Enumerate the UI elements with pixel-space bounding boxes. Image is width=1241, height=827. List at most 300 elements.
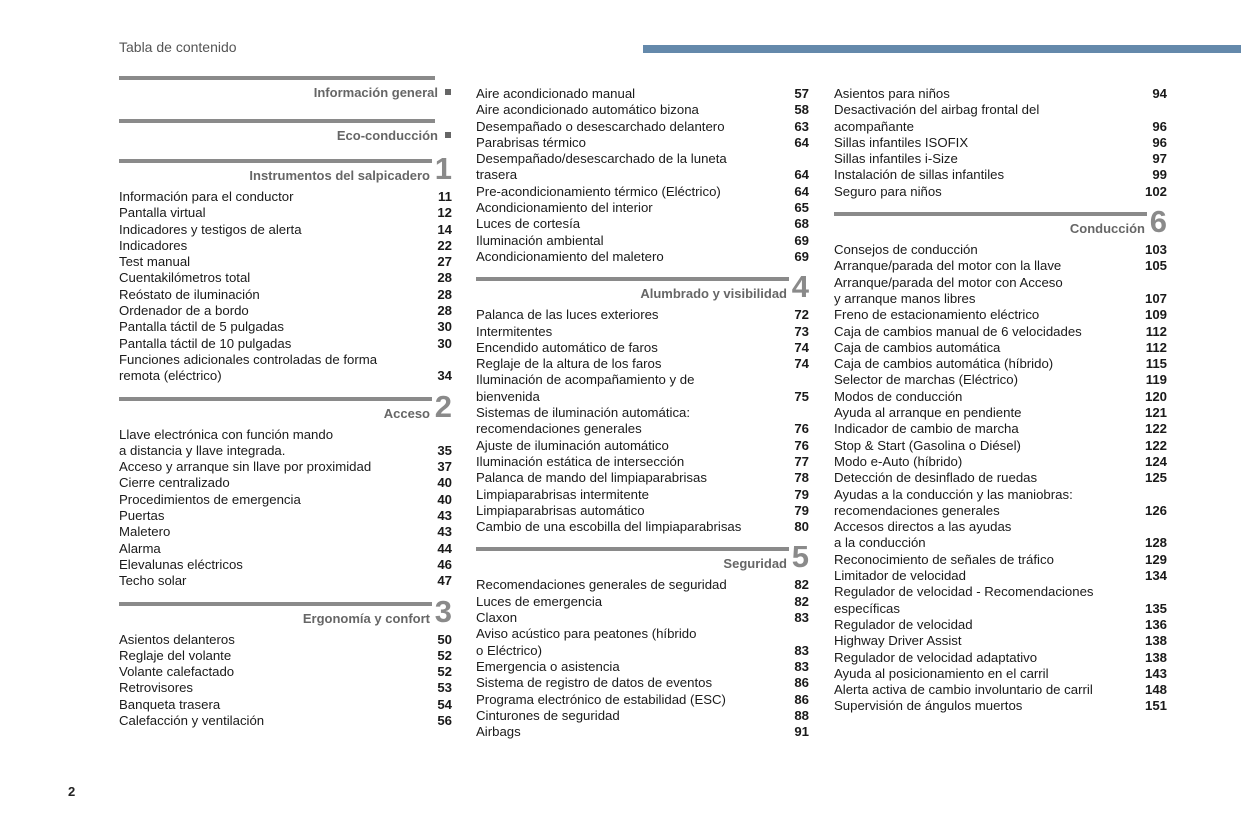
entry-label: Arranque/parada del motor con la llave [834,258,1062,274]
section-number: 2 [434,388,452,424]
toc-entry[interactable] [476,324,809,340]
entry-list [476,577,809,740]
section-heading[interactable] [119,593,452,632]
section-heading[interactable] [119,119,452,147]
toc-entry[interactable] [119,713,452,729]
entry-label: Iluminación estática de intersección [476,453,685,469]
entry-page-number: 82 [794,577,809,593]
entry-page-number: 14 [437,221,452,237]
toc-entry[interactable] [834,340,1167,356]
toc-entry[interactable] [476,438,809,454]
entry-page-number: 107 [1144,290,1167,306]
section-number: 4 [791,269,809,305]
toc-entry[interactable] [119,443,452,459]
section-heading[interactable] [119,76,452,104]
entry-page-number: 58 [794,102,809,118]
toc-entry[interactable] [476,151,809,167]
toc-entry[interactable] [476,708,809,724]
toc-entry[interactable] [834,698,1167,714]
toc-entry[interactable] [834,324,1167,340]
toc-entry[interactable] [119,189,452,205]
entry-label: Pantalla táctil de 10 pulgadas [119,335,292,351]
toc-column-2 [476,86,809,740]
entry-page-number: 63 [794,118,809,134]
toc-entry[interactable] [476,503,809,519]
entry-page-number: 76 [794,437,809,453]
toc-entry[interactable] [834,682,1167,698]
entry-label: Retrovisores [119,680,194,696]
entry-label: Acceso y arranque sin llave por proximidad [119,459,372,475]
entry-page-number: 52 [437,664,452,680]
entry-label: Airbags [476,724,521,740]
entry-label: Ayuda al posicionamiento en el carril [834,665,1049,681]
entry-page-number: 109 [1144,307,1167,323]
entry-page-number: 28 [437,286,452,302]
toc-section [119,119,452,147]
entry-label: Información para el conductor [119,189,294,204]
toc-entry[interactable] [119,697,452,713]
entry-label: Ordenador de a bordo [119,303,249,319]
entry-list [119,427,452,590]
entry-label: Pantalla táctil de 5 pulgadas [119,319,284,335]
entry-page-number: 30 [437,335,452,351]
entry-page-number: 83 [794,658,809,674]
toc-entry[interactable] [834,184,1167,200]
entry-label: Aire acondicionado manual [476,86,636,101]
toc-entry[interactable] [834,552,1167,568]
entry-label: Volante calefactado [119,664,235,680]
toc-entry[interactable] [476,659,809,675]
entry-label: Indicadores y testigos de alerta [119,221,302,237]
entry-page-number: 46 [437,556,452,572]
toc-entry[interactable] [476,487,809,503]
toc-entry[interactable] [834,307,1167,323]
section-heading[interactable] [119,151,452,189]
entry-page-number: 72 [794,307,809,323]
entry-label: Freno de estacionamiento eléctrico [834,307,1040,323]
toc-entry[interactable] [476,519,809,535]
entry-list [834,86,1167,200]
toc-entry[interactable] [834,487,1167,503]
toc-entry[interactable] [119,648,452,664]
entry-label: Desempañado o desescarchado delantero [476,118,725,134]
entry-page-number: 73 [794,323,809,339]
entry-label: Elevalunas eléctricos [119,556,243,572]
toc-entry[interactable] [834,421,1167,437]
entry-label: Regulador de velocidad - Recomendaciones [834,584,1094,600]
entry-page-number: 94 [1152,86,1167,101]
toc-entry[interactable] [476,405,809,421]
entry-page-number: 53 [437,680,452,696]
toc-section [476,269,809,535]
entry-list [476,86,809,265]
toc-entry[interactable] [834,470,1167,486]
entry-page-number: 76 [794,421,809,437]
entry-label: Ayuda al arranque en pendiente [834,405,1022,421]
entry-label: Acondicionamiento del interior [476,200,653,216]
toc-entry[interactable] [834,601,1167,617]
entry-label: a la conducción [834,535,926,551]
section-rule [119,76,435,80]
entry-list [119,189,452,385]
entry-page-number: 99 [1152,167,1167,183]
toc-entry[interactable] [834,291,1167,307]
section-rule [119,602,432,606]
entry-page-number: 65 [794,200,809,216]
entry-page-number: 125 [1144,470,1167,486]
toc-entry[interactable] [119,492,452,508]
section-heading[interactable] [476,539,809,577]
entry-label: Seguro para niños [834,183,942,199]
toc-entry[interactable] [119,238,452,254]
section-number: 1 [434,151,452,186]
section-title: Alumbrado y visibilidad [640,286,787,302]
entry-page-number: 83 [794,642,809,658]
toc-entry[interactable] [476,724,809,740]
toc-entry[interactable] [476,135,809,151]
entry-label: Ayudas a la conducción y las maniobras: [834,486,1073,502]
entry-page-number: 122 [1144,421,1167,437]
section-title: Seguridad [723,556,787,572]
toc-entry[interactable] [834,519,1167,535]
section-rule [119,119,435,123]
entry-label: Desempañado/desescarchado de la luneta [476,151,727,167]
toc-entry[interactable] [119,427,452,443]
section-title: Eco-conducción [336,128,438,143]
entry-page-number: 126 [1144,502,1167,518]
toc-entry[interactable] [119,557,452,573]
entry-page-number: 28 [437,270,452,286]
toc-entry[interactable] [476,421,809,437]
entry-page-number: 80 [794,519,809,535]
toc-entry[interactable] [476,389,809,405]
entry-label: trasera [476,167,518,183]
entry-page-number: 134 [1144,568,1167,584]
entry-label: Reóstato de iluminación [119,286,260,302]
entry-page-number: 40 [437,475,452,491]
toc-entry[interactable] [476,102,809,118]
section-heading[interactable] [834,204,1167,242]
entry-label: Encendido automático de faros [476,339,658,355]
entry-label: Luces de emergencia [476,593,603,609]
entry-label: Maletero [119,524,171,540]
toc-entry[interactable] [476,610,809,626]
entry-label: Instalación de sillas infantiles [834,167,1005,183]
toc-entry[interactable] [834,258,1167,274]
entry-label: Highway Driver Assist [834,633,962,649]
toc-entry[interactable] [119,508,452,524]
entry-page-number: 135 [1144,600,1167,616]
entry-page-number: 64 [794,167,809,183]
toc-entry[interactable] [119,541,452,557]
entry-page-number: 86 [794,691,809,707]
entry-label: Programa electrónico de estabilidad (ESC) [476,691,726,707]
entry-label: Emergencia o asistencia [476,658,620,674]
entry-label: Stop & Start (Gasolina o Diésel) [834,437,1021,453]
entry-page-number: 121 [1144,405,1167,421]
toc-entry[interactable] [119,222,452,238]
entry-label: Ajuste de iluminación automático [476,437,669,453]
section-title: Acceso [383,405,430,421]
entry-label: Puertas [119,508,165,524]
entry-page-number: 43 [437,524,452,540]
toc-entry[interactable] [834,584,1167,600]
toc-entry[interactable] [476,470,809,486]
entry-page-number: 79 [794,486,809,502]
entry-label: Sillas infantiles i-Size [834,151,958,167]
entry-label: Aire acondicionado automático bizona [476,102,699,118]
entry-page-number: 112 [1145,339,1167,355]
toc-entry[interactable] [834,438,1167,454]
toc-entry[interactable] [119,319,452,335]
entry-page-number: 91 [794,724,809,740]
toc-entry[interactable] [119,352,452,368]
section-rule [476,277,789,281]
entry-label: Iluminación de acompañamiento y de [476,372,695,388]
entry-label: Pre-acondicionamiento térmico (Eléctrico) [476,183,721,199]
section-rule [119,159,432,163]
toc-entry[interactable] [119,205,452,221]
toc-entry[interactable] [834,503,1167,519]
toc-entry[interactable] [119,459,452,475]
toc-entry[interactable] [834,356,1167,372]
toc-section [834,204,1167,715]
entry-label: Reglaje de la altura de los faros [476,356,662,372]
entry-label: Cuentakilómetros total [119,270,251,286]
entry-label: Desactivación del airbag frontal del [834,102,1040,118]
toc-entry[interactable] [476,167,809,183]
entry-label: Aviso acústico para peatones (híbrido [476,626,697,642]
entry-page-number: 74 [794,356,809,372]
toc-entry[interactable] [476,675,809,691]
toc-section [119,76,452,104]
entry-label: Accesos directos a las ayudas [834,519,1012,535]
toc-entry[interactable] [476,626,809,642]
entry-page-number: 12 [437,205,452,221]
toc-entry[interactable] [119,303,452,319]
entry-label: Banqueta trasera [119,696,221,712]
toc-entry[interactable] [476,692,809,708]
toc-entry[interactable] [834,405,1167,421]
entry-page-number: 88 [794,707,809,723]
entry-page-number: 96 [1152,134,1167,150]
entry-label: Procedimientos de emergencia [119,491,301,507]
entry-label: Selector de marchas (Eléctrico) [834,372,1018,388]
entry-label: acompañante [834,118,914,134]
toc-entry[interactable] [834,568,1167,584]
entry-page-number: 143 [1144,665,1167,681]
entry-label: Cinturones de seguridad [476,707,620,723]
entry-label: Techo solar [119,573,187,589]
entry-label: Calefacción y ventilación [119,713,265,729]
entry-label: Luces de cortesía [476,216,581,232]
toc-entry[interactable] [476,216,809,232]
toc-entry[interactable] [834,454,1167,470]
toc-entry[interactable] [476,340,809,356]
entry-label: Palanca de mando del limpiaparabrisas [476,470,707,486]
section-title: Información general [313,85,438,100]
section-title: Conducción [1069,221,1145,237]
entry-page-number: 96 [1152,118,1167,134]
entry-page-number: 122 [1144,437,1167,453]
entry-page-number: 148 [1144,682,1167,698]
entry-page-number: 83 [794,610,809,626]
section-title: Instrumentos del salpicadero [249,168,430,183]
section-bullet-icon [445,89,451,95]
entry-page-number: 74 [794,339,809,355]
toc-section [119,593,452,730]
entry-label: Llave electrónica con función mando [119,426,334,442]
entry-label: Reglaje del volante [119,647,232,663]
section-rule [834,212,1147,216]
toc-entry[interactable] [834,617,1167,633]
entry-label: Intermitentes [476,323,553,339]
entry-page-number: 68 [794,216,809,232]
entry-label: Acondicionamiento del maletero [476,248,664,264]
toc-entry[interactable] [476,643,809,659]
entry-label: Parabrisas térmico [476,134,586,150]
toc-entry[interactable] [834,275,1167,291]
entry-label: Consejos de conducción [834,242,978,258]
toc-column-3 [834,86,1167,715]
entry-page-number: 54 [437,696,452,712]
entry-page-number: 103 [1144,242,1167,258]
entry-page-number: 22 [437,237,452,253]
entry-label: remota (eléctrico) [119,368,222,384]
entry-page-number: 78 [794,470,809,486]
entry-label: Cambio de una escobilla del limpiaparabrisas [476,519,742,535]
toc-entry[interactable] [834,666,1167,682]
entry-page-number: 28 [437,303,452,319]
toc-entry[interactable] [834,242,1167,258]
page-header-title: Tabla de contenido [119,39,237,55]
toc-entry[interactable] [476,200,809,216]
toc-entry[interactable] [834,535,1167,551]
page-number: 2 [68,784,76,799]
entry-label: Asientos delanteros [119,631,235,647]
entry-page-number: 37 [437,459,452,475]
header-accent-bar [643,45,1241,53]
entry-label: recomendaciones generales [476,421,642,437]
section-heading[interactable] [119,388,452,427]
toc-entry[interactable] [476,233,809,249]
toc-entry[interactable] [119,368,452,384]
toc-entry[interactable] [476,307,809,323]
entry-label: bienvenida [476,388,540,404]
entry-list [834,242,1167,715]
section-number: 3 [434,593,452,629]
toc-entry[interactable] [119,475,452,491]
entry-label: Asientos para niños [834,86,950,101]
entry-label: Caja de cambios manual de 6 velocidades [834,323,1082,339]
toc-entry[interactable] [119,632,452,648]
toc-entry[interactable] [476,184,809,200]
section-title: Ergonomía y confort [302,610,430,626]
section-number: 5 [791,539,809,575]
entry-label: Palanca de las luces exteriores [476,307,659,323]
entry-page-number: 82 [794,593,809,609]
toc-entry[interactable] [119,336,452,352]
entry-page-number: 119 [1145,372,1167,388]
entry-label: recomendaciones generales [834,502,1000,518]
entry-label: Indicador de cambio de marcha [834,421,1019,437]
toc-entry[interactable] [119,524,452,540]
toc-entry[interactable] [476,119,809,135]
entry-label: específicas [834,600,900,616]
toc-entry[interactable] [834,151,1167,167]
toc-entry[interactable] [834,102,1167,118]
entry-page-number: 30 [437,319,452,335]
section-heading[interactable] [476,269,809,307]
entry-page-number: 151 [1144,698,1167,714]
entry-page-number: 43 [437,508,452,524]
entry-label: Modos de conducción [834,388,963,404]
entry-label: Limpiaparabrisas automático [476,502,645,518]
toc-entry[interactable] [476,86,809,102]
section-rule [476,547,789,551]
entry-page-number: 136 [1144,616,1167,632]
toc-entry[interactable] [476,577,809,593]
entry-label: Caja de cambios automática (híbrido) [834,356,1054,372]
toc-entry[interactable] [834,167,1167,183]
entry-page-number: 11 [438,189,452,204]
entry-label: Claxon [476,610,518,626]
entry-page-number: 64 [794,183,809,199]
entry-label: Caja de cambios automática [834,339,1001,355]
entry-label: Cierre centralizado [119,475,230,491]
toc-column-1 [119,76,452,729]
entry-page-number: 69 [794,232,809,248]
entry-page-number: 56 [437,713,452,729]
entry-page-number: 44 [437,540,452,556]
entry-page-number: 105 [1144,258,1167,274]
toc-entry[interactable] [476,249,809,265]
entry-label: Detección de desinflado de ruedas [834,470,1038,486]
toc-entry[interactable] [834,372,1167,388]
entry-label: Regulador de velocidad adaptativo [834,649,1038,665]
toc-entry[interactable] [834,119,1167,135]
toc-entry[interactable] [119,270,452,286]
toc-entry[interactable] [834,86,1167,102]
toc-entry[interactable] [476,356,809,372]
entry-page-number: 102 [1144,183,1167,199]
toc-entry[interactable] [119,664,452,680]
toc-entry[interactable] [119,573,452,589]
entry-page-number: 77 [794,453,809,469]
entry-label: Iluminación ambiental [476,232,604,248]
entry-label: Pantalla virtual [119,205,206,221]
toc-entry[interactable] [476,454,809,470]
entry-page-number: 40 [437,491,452,507]
toc-entry[interactable] [476,372,809,388]
toc-entry[interactable] [834,633,1167,649]
entry-page-number: 52 [437,647,452,663]
entry-label: y arranque manos libres [834,290,976,306]
entry-page-number: 47 [437,573,452,589]
toc-entry[interactable] [119,254,452,270]
entry-label: Limitador de velocidad [834,568,966,584]
toc-section [476,539,809,740]
toc-entry[interactable] [476,594,809,610]
toc-entry[interactable] [834,135,1167,151]
entry-label: Sistema de registro de datos de eventos [476,675,713,691]
entry-page-number: 138 [1144,633,1167,649]
entry-page-number: 27 [437,254,452,270]
toc-entry[interactable] [834,389,1167,405]
toc-entry[interactable] [834,650,1167,666]
toc-entry[interactable] [119,287,452,303]
toc-entry[interactable] [119,680,452,696]
